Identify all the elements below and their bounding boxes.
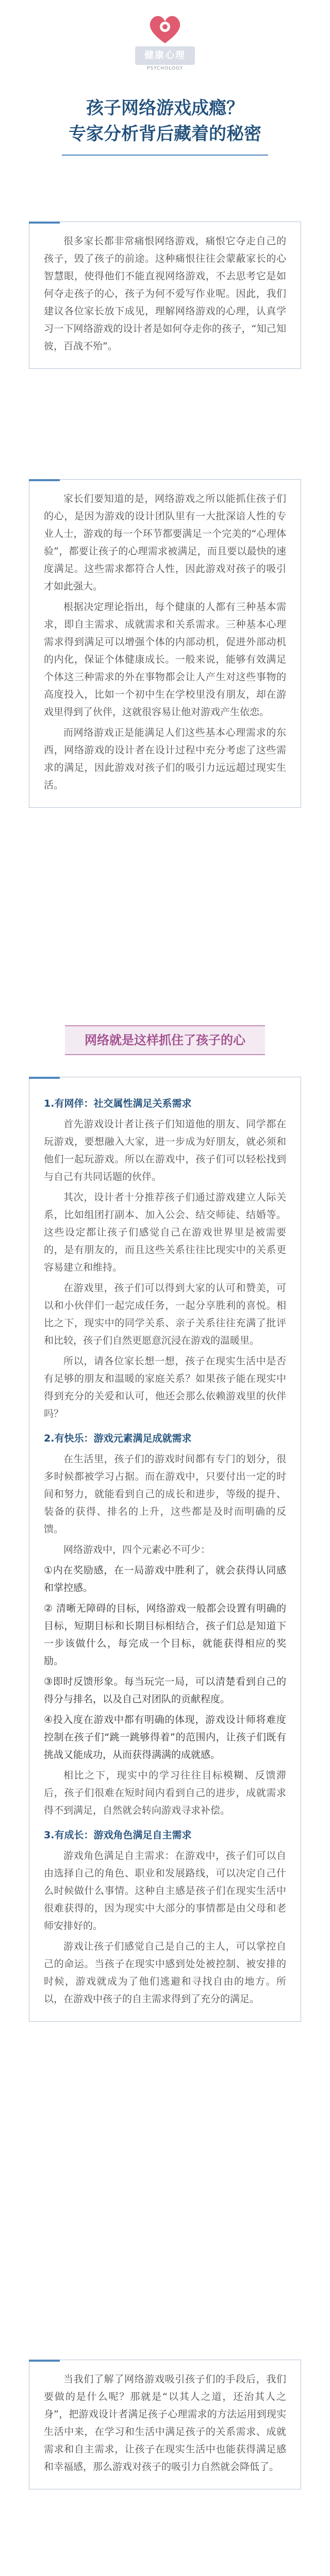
section2-paragraph: 首先游戏设计者让孩子们知道他的朋友、同学都在玩游戏，要想融入大家，进一步成为好朋友，就必须和他们一起玩游戏。所以在游戏中，孩子们可以轻松找到与自己有共同话题的伙伴。 (44, 1118, 286, 1182)
section2-paragraph: 其次，设计者十分推荐孩子们通过游戏建立人际关系，比如组团打副本、加入公会、结交师徒、结婚等。这些设定都让孩子们感觉自己在游戏世界里是被需要的，是有朋友的，而且这些关系往往比现实中的关系更容易建立和维持。 (44, 1192, 286, 1273)
logo-text: 健康心理 (135, 46, 195, 65)
section2-paragraph: ② 清晰无障碍的目标，网络游戏一般都会设置有明确的目标，短期目标和长期目标相结合，孩子们总是知道下一步该做什么，每完成一个目标，就能获得相应的奖励。 (44, 1603, 286, 1667)
article-header (0, 0, 330, 206)
article-title-line2: 专家分析背后藏着的秘密 (69, 124, 261, 144)
closing-block (29, 2360, 301, 2489)
section2-heading: 1.有网伴：社交属性满足关系需求 (44, 1098, 192, 1109)
section2-paragraph: 游戏角色满足自主需求：在游戏中，孩子们可以自由选择自己的角色、职业和发展路线，可以决定自己什么时候做什么事情。这种自主感是孩子们在现实生活中很难获得的，因为现实中大部分的事情都是由父母和老师安排好的。 (44, 1850, 286, 1931)
section1-paragraph: 根据决定理论指出，每个健康的人都有三种基本需求，即自主需求、成就需求和关系需求。三种基本心理需求得到满足可以增强个体的内部动机，促进外部动机的内化，保证个体健康成长。一般来说，能够有效满足个体这三种需求的外在事物都会让人产生对这些事物的高度投入，比如一个初中生在学校里没有朋友，却在游戏里得到了伙伴，这就很容易让他对游戏产生依恋。 (44, 601, 286, 718)
section2-paragraph: 网络游戏中，四个元素必不可少： (63, 1544, 211, 1555)
logo-subtext: PSYCHOLOGY (146, 66, 184, 71)
section2-paragraph: 相比之下，现实中的学习往往目标模糊、反馈滞后，孩子们很难在短时间内看到自己的进步，成就需求得不到满足，自然就会转向游戏寻求补偿。 (44, 1770, 286, 1816)
section2-heading: 3.有成长：游戏角色满足自主需求 (44, 1829, 192, 1841)
title-divider (62, 155, 268, 156)
block-accent (29, 222, 60, 224)
heart-logo-icon (146, 12, 184, 45)
section1-paragraph: 家长们要知道的是，网络游戏之所以能抓住孩子们的心，是因为游戏的设计团队里有一大批深谙人性的专业人士，游戏的每一个环节都要满足一个完美的“心理体验”，都要让孩子的心理需求被满足，而且要以最快的速度满足。这些需求都符合人性，因此游戏对孩子的吸引才如此强大。 (44, 493, 286, 592)
section2-paragraph: 游戏让孩子们感觉自己是自己的主人，可以掌控自己的命运。当孩子在现实中感到处处被控制、被安排的时候，游戏就成为了他们逃避和寻找自由的地方。所以，在游戏中孩子的自主需求得到了充分的满足。 (44, 1941, 286, 2005)
intro-block (29, 222, 301, 369)
section2-paragraph: 在生活里，孩子们的游戏时间都有专门的划分，很多时候都被学习占据。而在游戏中，只要付出一定的时间和努力，就能看到自己的成长和进步，等级的提升、装备的获得、排名的上升，这些都是及时而明确的反馈。 (44, 1453, 286, 1535)
section2-paragraph: 所以，请各位家长想一想，孩子在现实生活中是否有足够的朋友和温暖的家庭关系？如果孩子能在现实中得到充分的关爱和认可，他还会那么依赖游戏里的伙伴吗？ (44, 1355, 286, 1419)
section2-paragraph: ①内在奖励感，在一局游戏中胜利了，就会获得认同感和掌控感。 (44, 1565, 286, 1594)
block-accent (29, 1077, 60, 1079)
section2-paragraph: 在游戏里，孩子们可以得到大家的认可和赞美，可以和小伙伴们一起完成任务，一起分享胜利的喜悦。相比之下，现实中的同学关系、亲子关系往往充满了批评和比较，孩子们自然更愿意沉浸在游戏的温暖里。 (44, 1282, 286, 1346)
block-accent (29, 479, 60, 481)
closing-paragraph: 当我们了解了网络游戏吸引孩子们的手段后，我们要做的是什么呢？那就是“以其人之道，还治其人之身”，把游戏设计者满足孩子心理需求的方法运用到现实生活中来，在学习和生活中满足孩子的关系需求、成就需求和自主需求，让孩子在现实生活中也能获得满足感和幸福感，那么游戏对孩子的吸引力自然就会降低了。 (44, 2374, 286, 2472)
section1-block (29, 479, 301, 808)
section2-paragraph: ④投入度在游戏中都有明确的体现，游戏设计师将难度控制在孩子们“跳一跳够得着”的范围内，让孩子们既有挑战又能成功，从而获得满满的成就感。 (44, 1714, 286, 1760)
article-title-line1: 孩子网络游戏成瘾？ (86, 98, 244, 118)
block-accent (29, 2360, 60, 2362)
section2-paragraph: ③即时反馈形象。每当玩完一局，可以清楚看到自己的得分与排名，以及自己对团队的贡献程度。 (44, 1676, 286, 1705)
section2-heading: 2.有快乐：游戏元素满足成就需求 (44, 1433, 192, 1444)
intro-paragraph: 很多家长都非常痛恨网络游戏，痛恨它夺走自己的孩子，毁了孩子的前途。这种痛恨往往会蒙蔽家长的心智慧眼，使得他们不能直视网络游戏，不去思考它是如何夺走孩子的心，孩子为何不爱写作业呢。因此，我们建议各位家长放下成见，理解网络游戏的心理，认真学习一下网络游戏的设计者是如何夺走你的孩子，“知己知彼，百战不殆”。 (44, 235, 286, 352)
logo (135, 9, 195, 69)
section-band: 网络就是这样抓住了孩子的心 (65, 1025, 265, 1055)
section2-block (29, 1077, 301, 2022)
section1-paragraph: 而网络游戏正是能满足人们这些基本心理需求的东西，网络游戏的设计者在设计过程中充分考虑了这些需求的满足，因此游戏对孩子们的吸引力远远超过现实生活。 (44, 727, 286, 791)
